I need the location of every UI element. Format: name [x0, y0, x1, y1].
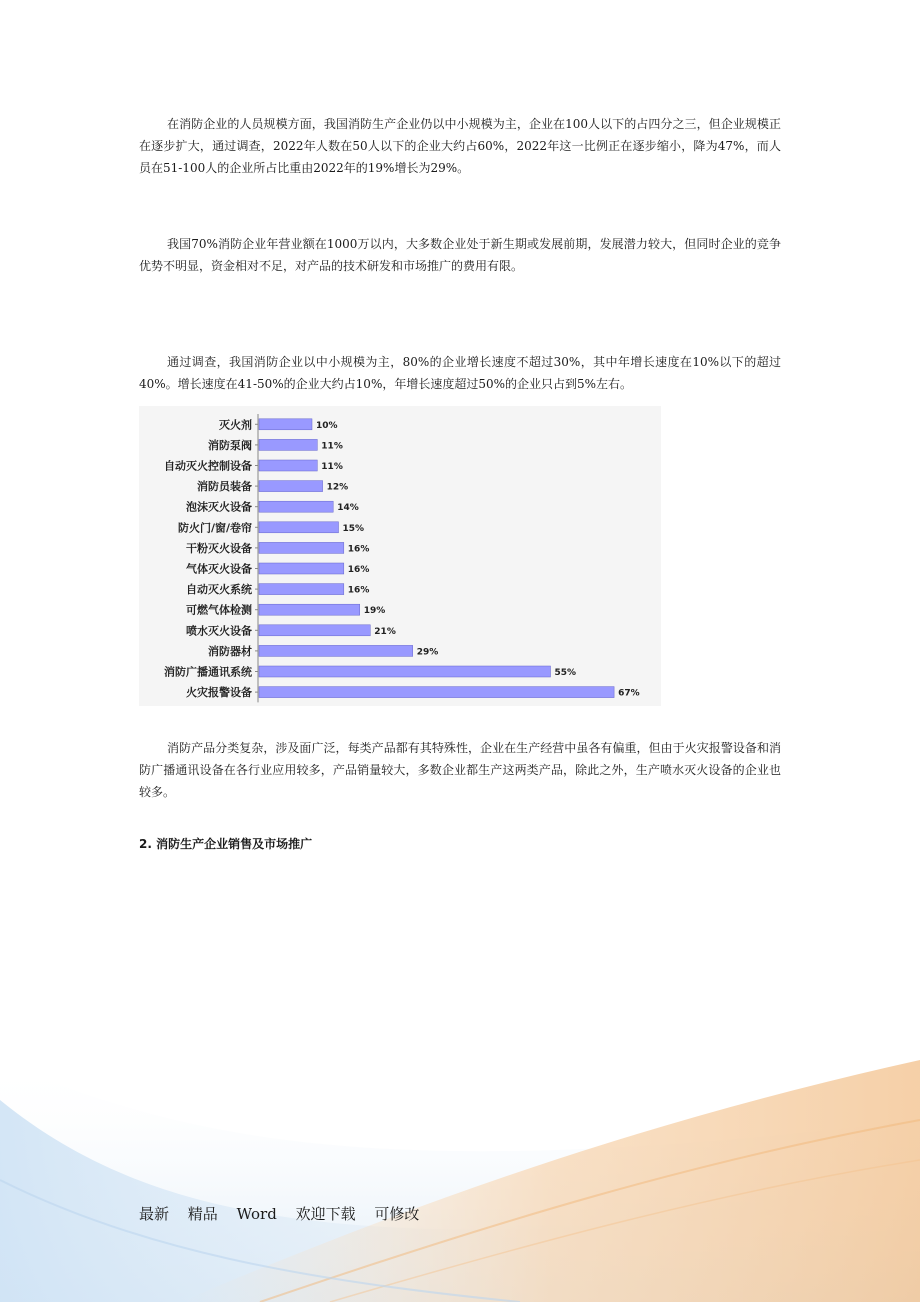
category-label: 喷水灭火设备	[186, 624, 252, 638]
category-label: 灭火剂	[219, 418, 252, 432]
category-label: 消防员装备	[197, 480, 252, 494]
value-label: 67%	[618, 688, 640, 699]
bar	[259, 501, 333, 512]
value-label: 16%	[347, 585, 370, 596]
bar	[259, 439, 317, 450]
value-label: 11%	[321, 441, 343, 452]
paragraph-staff-scale: 在消防企业的人员规模方面，我国消防生产企业仍以中小规模为主，企业在100人以下的占四分之三，但企业规模正在逐步扩大，通过调查，2022年人数在50人以下的企业大约占60%，2022年这一比例正在逐步缩小，降为47%，而人员在51-100人的企业所占比重由2022年的19%增长为29%。	[139, 117, 781, 175]
footer-item: 可修改	[374, 1205, 420, 1223]
paragraph-growth-rate: 通过调查，我国消防企业以中小规模为主，80%的企业增长速度不超过30%，其中年增长速度在10%以下的超过40%。增长速度在41-50%的企业大约占10%，年增长速度超过50%的企业只占到5%左右。	[139, 355, 781, 391]
footer-item: 最新	[139, 1205, 170, 1223]
value-label: 29%	[416, 647, 439, 658]
value-label: 16%	[347, 565, 370, 575]
bar	[259, 481, 323, 492]
value-label: 21%	[374, 626, 396, 637]
paragraph-product-categories: 消防产品分类复杂，涉及面广泛，每类产品都有其特殊性，企业在生产经营中虽各有偏重，但由于火灾报警设备和消防广播通讯设备在各行业应用较多，产品销量较大，多数企业都生产这两类产品，除此之外，生产喷水灭火设备的企业也较多。	[139, 741, 781, 799]
paragraph-revenue: 我国70%消防企业年营业额在1000万以内，大多数企业处于新生期或发展前期，发展潜力较大，但同时企业的竞争优势不明显，资金相对不足，对产品的技术研发和市场推广的费用有限。	[139, 237, 781, 273]
bar	[259, 460, 317, 471]
value-label: 15%	[342, 523, 365, 534]
value-label: 11%	[321, 462, 343, 472]
category-label: 自动灭火系统	[186, 583, 252, 597]
bar	[259, 625, 370, 636]
category-label: 泡沫灭火设备	[186, 500, 252, 514]
footer-note	[139, 1203, 433, 1224]
bar	[259, 645, 413, 656]
value-label: 12%	[326, 482, 349, 493]
bar	[259, 542, 344, 553]
value-label: 10%	[316, 420, 338, 431]
footer-item: 欢迎下载	[295, 1205, 356, 1223]
bar	[259, 687, 614, 698]
product-category-bar-chart	[139, 406, 661, 706]
footer-item: 精品	[187, 1205, 218, 1223]
category-label: 消防泵阀	[208, 438, 252, 452]
bar	[259, 563, 344, 574]
chart-svg	[139, 406, 661, 706]
bar	[259, 604, 360, 615]
bar	[259, 666, 551, 677]
bar	[259, 584, 344, 595]
value-label: 14%	[337, 503, 359, 514]
category-label: 消防广播通讯系统	[164, 665, 252, 679]
category-label: 气体灭火设备	[186, 562, 252, 576]
value-label: 19%	[363, 606, 386, 617]
bar	[259, 522, 339, 533]
category-label: 自动灭火控制设备	[164, 459, 252, 473]
section-heading: 2. 消防生产企业销售及市场推广	[139, 837, 313, 851]
category-label: 消防器材	[208, 644, 252, 658]
category-label: 干粉灭火设备	[186, 541, 252, 555]
bar	[259, 419, 312, 430]
category-label: 可燃气体检测	[186, 603, 252, 617]
category-label: 火灾报警设备	[186, 686, 252, 700]
value-label: 16%	[347, 544, 370, 555]
footer-item: Word	[236, 1205, 277, 1223]
category-label: 防火门/窗/卷帘	[177, 521, 252, 535]
value-label: 55%	[554, 668, 577, 678]
